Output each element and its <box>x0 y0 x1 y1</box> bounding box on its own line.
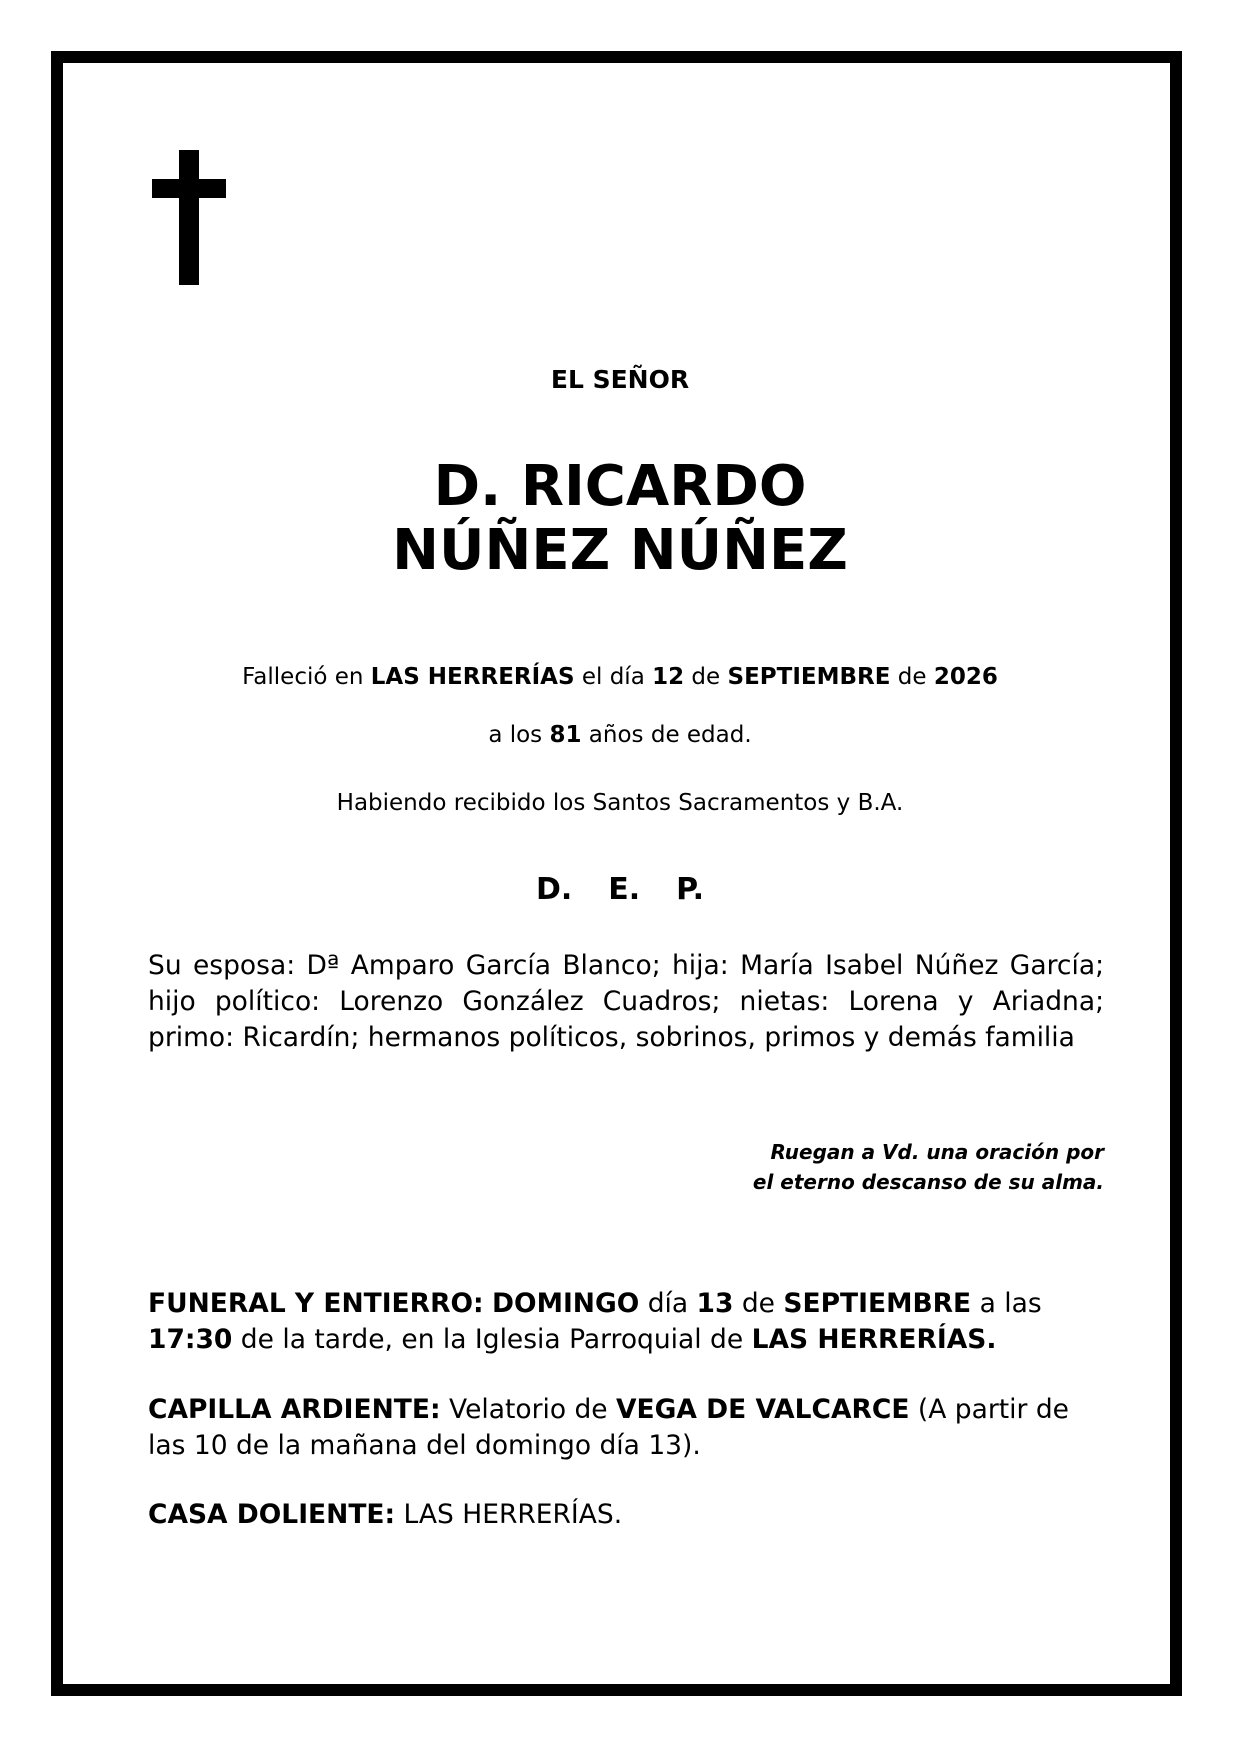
funeral-t4: de la tarde, en la Iglesia Parroquial de <box>232 1324 752 1355</box>
house-value: LAS HERRERÍAS. <box>395 1499 623 1530</box>
cross-icon <box>152 150 226 285</box>
age-info <box>140 720 1100 750</box>
funeral-t3: a las <box>971 1288 1042 1319</box>
chapel-t2: (A partir de las 10 de la mañana del domingo día 13). <box>148 1394 1069 1461</box>
chapel-t1: Velatorio de <box>440 1394 617 1425</box>
death-info <box>140 662 1100 692</box>
age-years: 81 <box>549 722 582 748</box>
name-line-1: D. RICARDO <box>433 454 807 519</box>
age-prefix: a los <box>488 722 550 748</box>
death-mid2: de <box>684 664 728 690</box>
heading-title: EL SEÑOR <box>550 365 690 394</box>
chapel-place: VEGA DE VALCARCE <box>616 1394 910 1425</box>
funeral-weekday: DOMINGO <box>492 1288 640 1319</box>
funeral-day: 13 <box>696 1288 734 1319</box>
death-place: LAS HERRERÍAS <box>370 664 575 690</box>
funeral-place: LAS HERRERÍAS. <box>751 1324 997 1355</box>
sacraments-line: Habiendo recibido los Santos Sacramentos y B.A. <box>336 790 904 816</box>
death-year: 2026 <box>933 664 998 690</box>
funeral-time: 17:30 <box>148 1324 233 1355</box>
age-suffix: años de edad. <box>581 722 752 748</box>
house-label: CASA DOLIENTE: <box>148 1499 396 1530</box>
death-mid1: el día <box>574 664 653 690</box>
funeral-t2: de <box>733 1288 784 1319</box>
chapel-paragraph <box>148 1392 1108 1464</box>
dep-p: P. <box>676 872 705 907</box>
funeral-t1: día <box>639 1288 697 1319</box>
prayer-line-2: el eterno descanso de su alma. <box>752 1170 1104 1194</box>
deceased-name <box>140 455 1100 583</box>
family-paragraph: Su esposa: Dª Amparo García Blanco; hija: María Isabel Núñez García; hijo político: Lorenzo González Cuadros; nietas: Lorena y Ariadna; primo: Ricardín; hermanos políticos, sobrinos, primos y demás familia <box>148 950 1104 1053</box>
dep-e: E. <box>608 872 641 907</box>
name-line-2: NÚÑEZ NÚÑEZ <box>392 518 848 583</box>
house-paragraph <box>148 1497 1108 1533</box>
death-prefix: Falleció en <box>242 664 371 690</box>
funeral-month: SEPTIEMBRE <box>783 1288 972 1319</box>
prayer-text <box>640 1137 1104 1197</box>
chapel-label: CAPILLA ARDIENTE: <box>148 1394 441 1425</box>
dep-line <box>140 871 1100 909</box>
death-month: SEPTIEMBRE <box>727 664 891 690</box>
death-day: 12 <box>652 664 685 690</box>
funeral-label: FUNERAL Y ENTIERRO: <box>148 1288 484 1319</box>
prayer-line-1: Ruegan a Vd. una oración por <box>770 1140 1104 1164</box>
funeral-paragraph <box>148 1286 1108 1358</box>
death-mid3: de <box>890 664 934 690</box>
dep-d: D. <box>535 872 573 907</box>
